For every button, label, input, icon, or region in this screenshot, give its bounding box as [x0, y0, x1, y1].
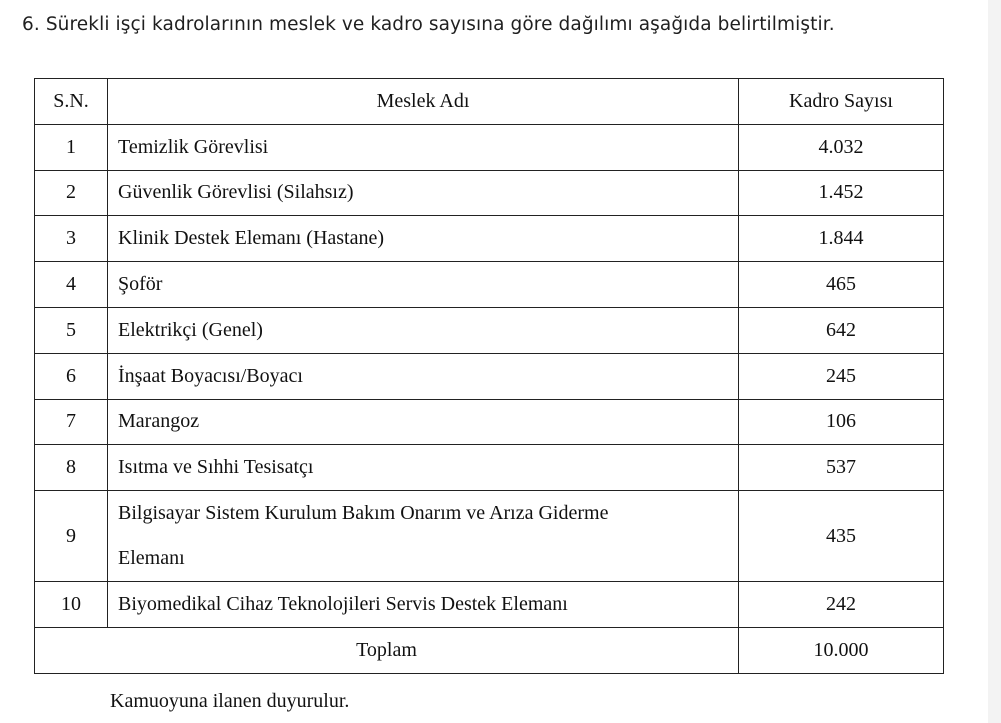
- table-row: [35, 262, 944, 308]
- total-count: 10.000: [739, 627, 944, 673]
- table-row: [35, 399, 944, 445]
- row-count: 242: [739, 582, 944, 628]
- row-sn: 10: [35, 582, 108, 628]
- row-occupation: Klinik Destek Elemanı (Hastane): [108, 216, 739, 262]
- row-count: 642: [739, 307, 944, 353]
- row-count: 1.452: [739, 170, 944, 216]
- row-occupation: Isıtma ve Sıhhi Tesisatçı: [108, 445, 739, 491]
- row-occupation: [108, 491, 739, 582]
- row-occupation: Elektrikçi (Genel): [108, 307, 739, 353]
- table-row: [35, 307, 944, 353]
- row-sn: 1: [35, 124, 108, 170]
- row-sn: 6: [35, 353, 108, 399]
- row-occupation: Güvenlik Görevlisi (Silahsız): [108, 170, 739, 216]
- row-occupation-line1: Bilgisayar Sistem Kurulum Bakım Onarım ve Arıza Giderme: [118, 502, 609, 525]
- row-sn: 3: [35, 216, 108, 262]
- row-sn: 7: [35, 399, 108, 445]
- row-sn: 9: [35, 491, 108, 582]
- table-header-row: [35, 79, 944, 125]
- row-count: 245: [739, 353, 944, 399]
- header-occupation: Meslek Adı: [108, 79, 739, 125]
- table-row: [35, 491, 944, 582]
- row-occupation: Temizlik Görevlisi: [108, 124, 739, 170]
- row-occupation-line2: Elemanı: [118, 547, 185, 570]
- row-occupation: Şoför: [108, 262, 739, 308]
- section-heading: 6. Sürekli işçi kadrolarının meslek ve kadro sayısına göre dağılımı aşağıda belirtilmiştir.: [22, 14, 835, 35]
- row-occupation: Marangoz: [108, 399, 739, 445]
- header-sn: S.N.: [35, 79, 108, 125]
- row-count: 106: [739, 399, 944, 445]
- table-row: [35, 124, 944, 170]
- row-count: 465: [739, 262, 944, 308]
- row-occupation: Biyomedikal Cihaz Teknolojileri Servis Destek Elemanı: [108, 582, 739, 628]
- row-sn: 4: [35, 262, 108, 308]
- total-label: Toplam: [35, 627, 739, 673]
- table-row: [35, 170, 944, 216]
- row-count: 537: [739, 445, 944, 491]
- row-sn: 2: [35, 170, 108, 216]
- header-count: Kadro Sayısı: [739, 79, 944, 125]
- row-occupation: İnşaat Boyacısı/Boyacı: [108, 353, 739, 399]
- row-sn: 5: [35, 307, 108, 353]
- row-count: 4.032: [739, 124, 944, 170]
- staff-distribution-table: [34, 78, 944, 674]
- table-row: [35, 445, 944, 491]
- row-count: 435: [739, 491, 944, 582]
- table-row: [35, 582, 944, 628]
- table-row: [35, 353, 944, 399]
- scrollbar-track[interactable]: [988, 0, 1001, 723]
- row-sn: 8: [35, 445, 108, 491]
- total-row: [35, 627, 944, 673]
- table-row: [35, 216, 944, 262]
- row-count: 1.844: [739, 216, 944, 262]
- closing-note: Kamuoyuna ilanen duyurulur.: [110, 690, 350, 712]
